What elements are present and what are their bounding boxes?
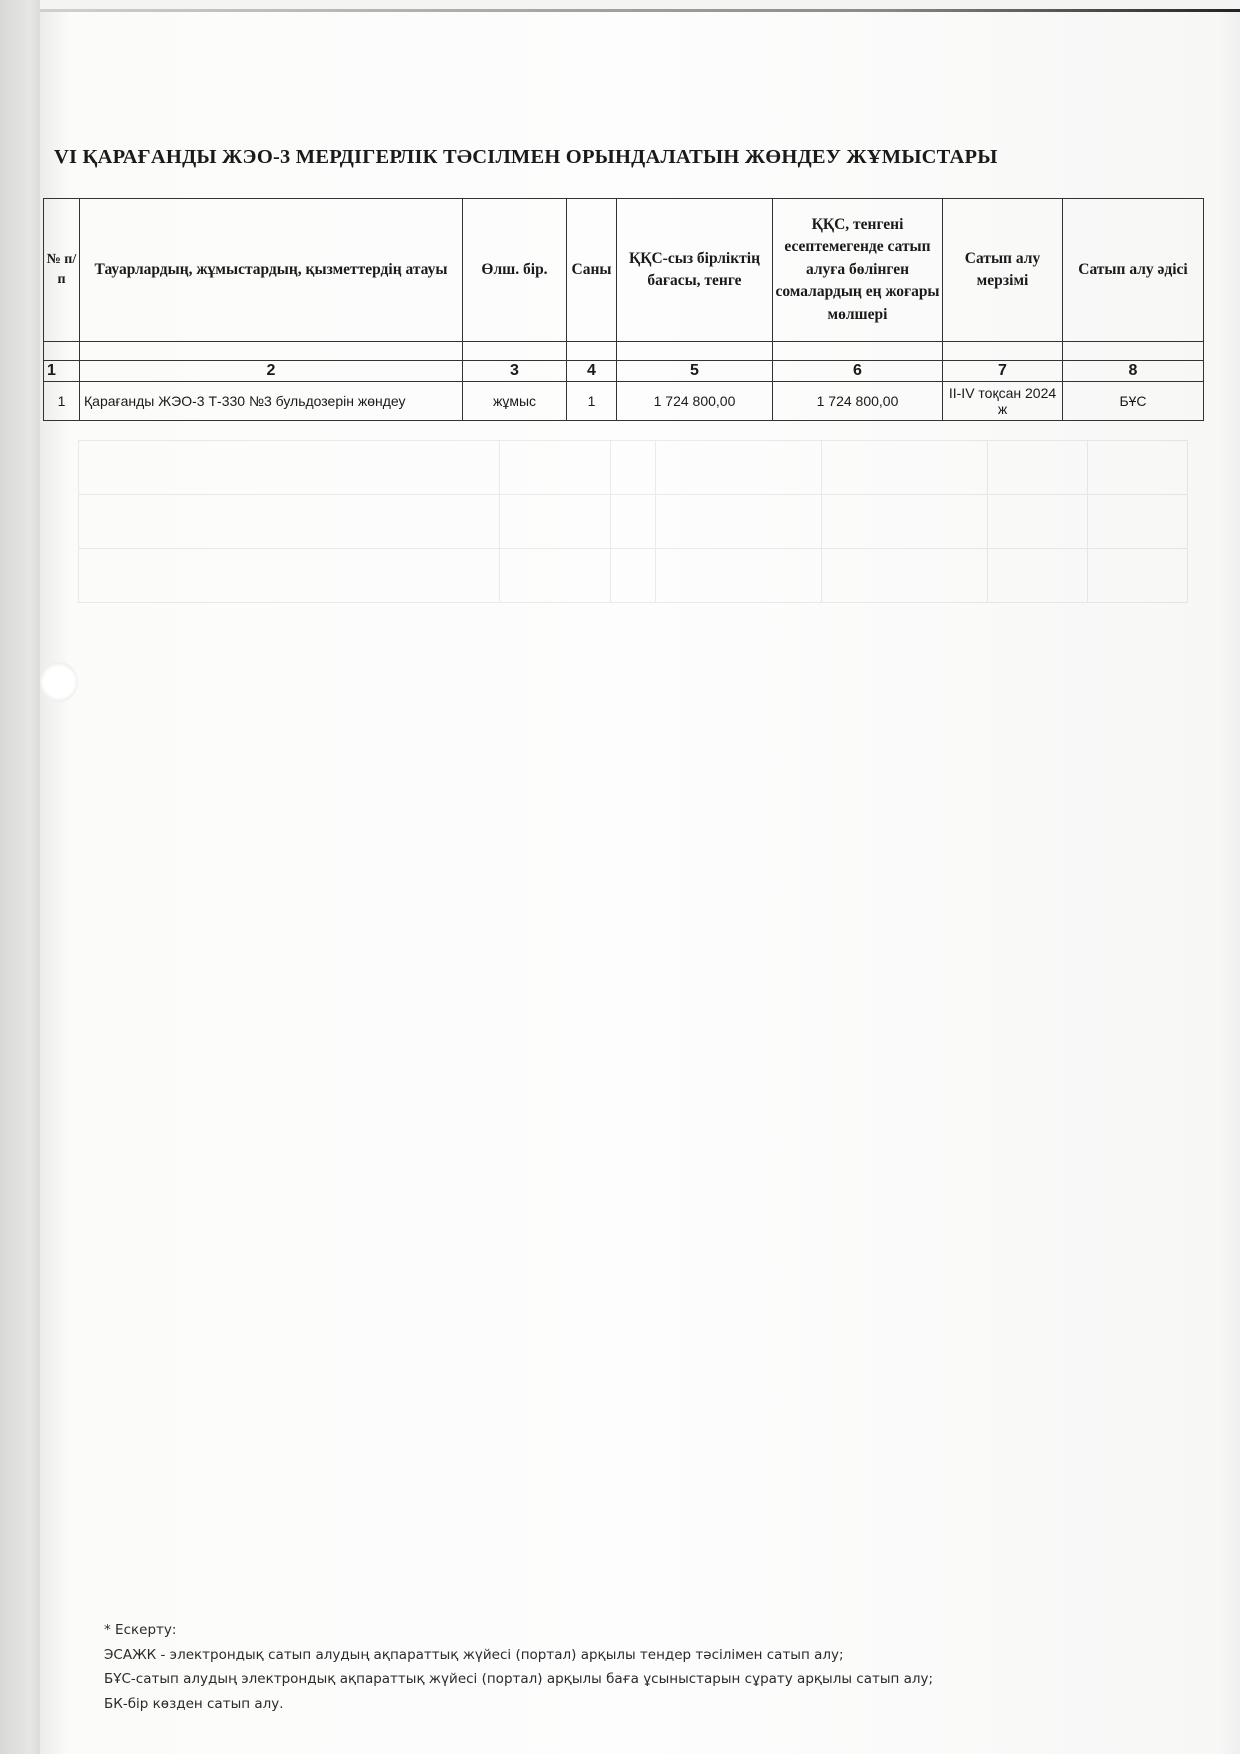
header-cell-period: Сатып алу мерзімі [943,199,1063,342]
row-quantity: 1 [567,382,617,421]
column-number: 7 [943,361,1063,382]
footnote-heading: * Ескерту: [104,1622,177,1638]
row-unit: жұмыс [463,382,567,421]
column-number: 8 [1063,361,1204,382]
scan-top-edge [40,9,1240,12]
show-through-table [78,440,1188,603]
header-cell-name: Тауарлардың, жұмыстардың, қызметтердің атауы [80,199,463,342]
column-number: 6 [773,361,943,382]
header-cell-method: Сатып алу әдісі [1063,199,1204,342]
column-number: 5 [617,361,773,382]
procurement-table [43,198,1204,421]
row-method: БҰС [1063,382,1204,421]
header-cell-unit: Өлш. бір. [463,199,567,342]
row-item-name: Қарағанды ЖЭО-3 Т-330 №3 бульдозерін жөндеу [80,382,463,421]
column-number: 4 [567,361,617,382]
table-header-row [44,199,1204,342]
row-number: 1 [44,382,80,421]
footnote-line: БК-бір көзден сатып алу. [104,1695,284,1712]
scan-left-margin [0,0,40,1754]
table-row [44,382,1204,421]
header-cell-quantity: Саны [567,199,617,342]
table-blank-row [44,342,1204,361]
footnote-line: БҰС-сатып алудың электрондық ақпараттық жүйесі (портал) арқылы баға ұсыныстарын сұрату арқылы сатып алу; [104,1671,934,1687]
column-number: 1 [44,361,80,382]
column-number-row [44,361,1204,382]
punch-hole [40,662,78,702]
footnote-line: ЭСАЖК - электрондық сатып алудың ақпараттық жүйесі (портал) арқылы тендер тәсілімен сатып алу; [104,1646,844,1663]
column-number: 3 [463,361,567,382]
footnote [104,1618,933,1716]
row-unit-price: 1 724 800,00 [617,382,773,421]
row-max-amount: 1 724 800,00 [773,382,943,421]
header-cell-number: № п/п [44,199,80,342]
header-cell-max-amount: ҚҚС, тенгені есептемегенде сатып алуға бөлінген сомалардың ең жоғары мөлшері [773,199,943,342]
section-title: VI ҚАРАҒАНДЫ ЖЭО-3 МЕРДІГЕРЛІК ТӘСІЛМЕН ОРЫНДАЛАТЫН ЖӨНДЕУ ЖҰМЫСТАРЫ [54,146,998,168]
header-cell-unit-price: ҚҚС-сыз бірліктің бағасы, тенге [617,199,773,342]
row-period: II-IV тоқсан 2024 ж [943,382,1063,421]
column-number: 2 [80,361,463,382]
